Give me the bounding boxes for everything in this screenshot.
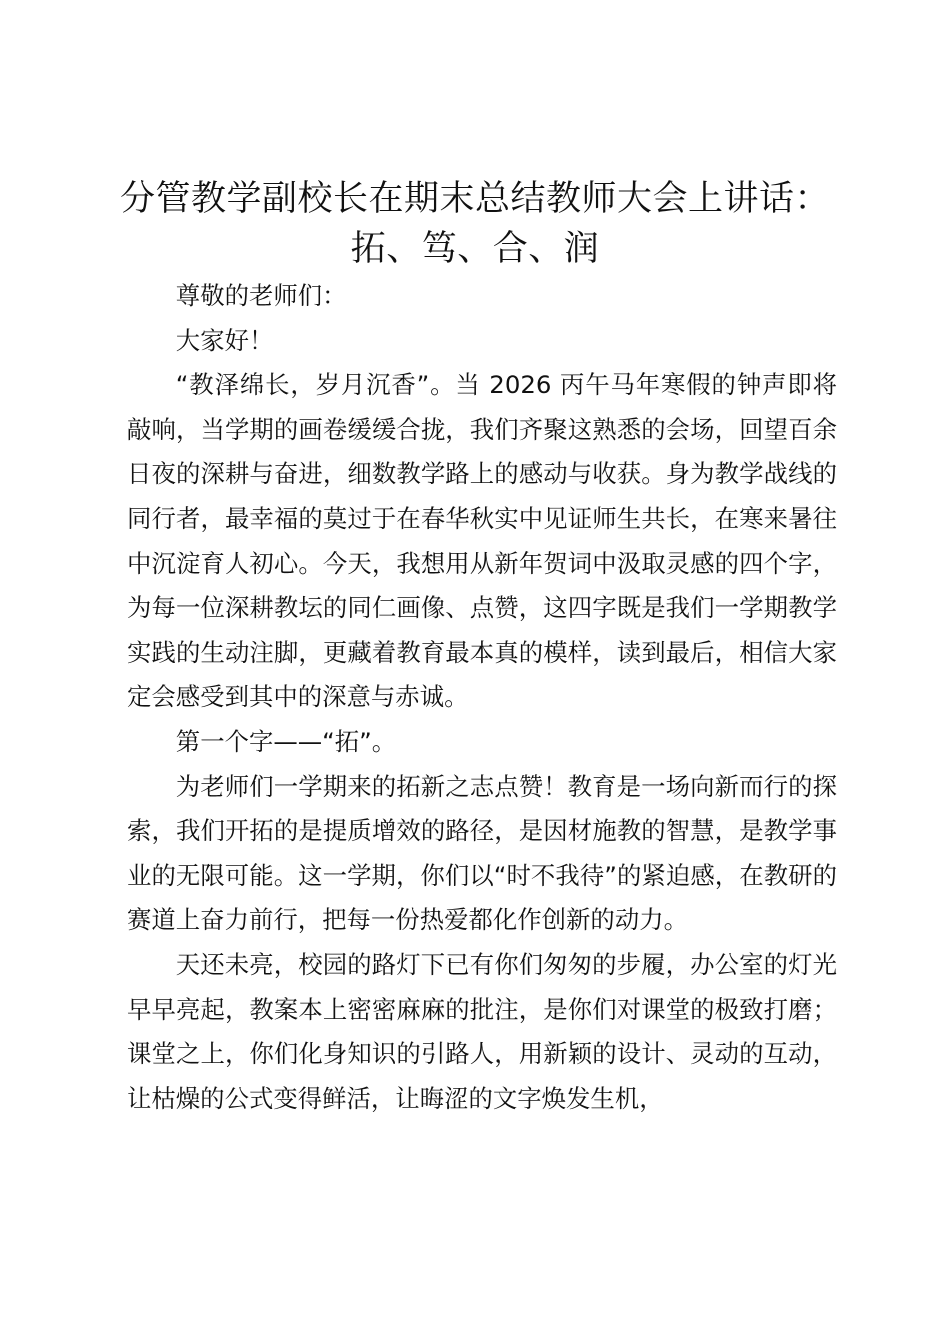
salutation: 尊敬的老师们： bbox=[175, 281, 347, 310]
paragraph-intro: “教泽绵长，岁月沉香”。当 2026 丙午马年寒假的钟声即将敲响，当学期的画卷缓缓合拢，我们齐聚这熟悉的会场，回望百余日夜的深耕与奋进，细数教学路上的感动与收获。身为教学战线的同行者，最幸福的莫过于在春华秋实中见证师生共长，在寒来暑往中沉淀育人初心。今天，我想用从新年贺词中汲取灵感的四个字，为每一位深耕教坛的同仁画像、点赞，这四字既是我们一学期教学实践的生动注脚，更藏着教育最本真的模样，读到最后，相信大家定会感受到其中的深意与赤诚。 bbox=[127, 370, 837, 712]
paragraph-tuo: 为老师们一学期来的拓新之志点赞！教育是一场向新而行的探索，我们开拓的是提质增效的路径，是因材施教的智慧，是教学事业的无限可能。这一学期，你们以“时不我待”的紧迫感，在教研的赛道上奋力前行，把每一份热爱都化作创新的动力。 bbox=[127, 771, 837, 935]
section-heading-first-character: 第一个字——“拓”。 bbox=[175, 726, 397, 756]
document-title-line-1: 分管教学副校长在期末总结教师大会上讲话： bbox=[119, 179, 830, 219]
document-body bbox=[127, 274, 837, 1121]
greeting: 大家好！ bbox=[175, 325, 274, 355]
document-title-line-2: 拓、笃、合、润 bbox=[350, 229, 600, 269]
paragraph-tuo-detail: 天还未亮，校园的路灯下已有你们匆匆的步履，办公室的灯光早早亮起，教案本上密密麻麻的批注，是你们对课堂的极致打磨；课堂之上，你们化身知识的引路人，用新颖的设计、灵动的互动，让枯燥的公式变得鲜活，让晦涩的文字焕发生机， bbox=[127, 949, 837, 1113]
